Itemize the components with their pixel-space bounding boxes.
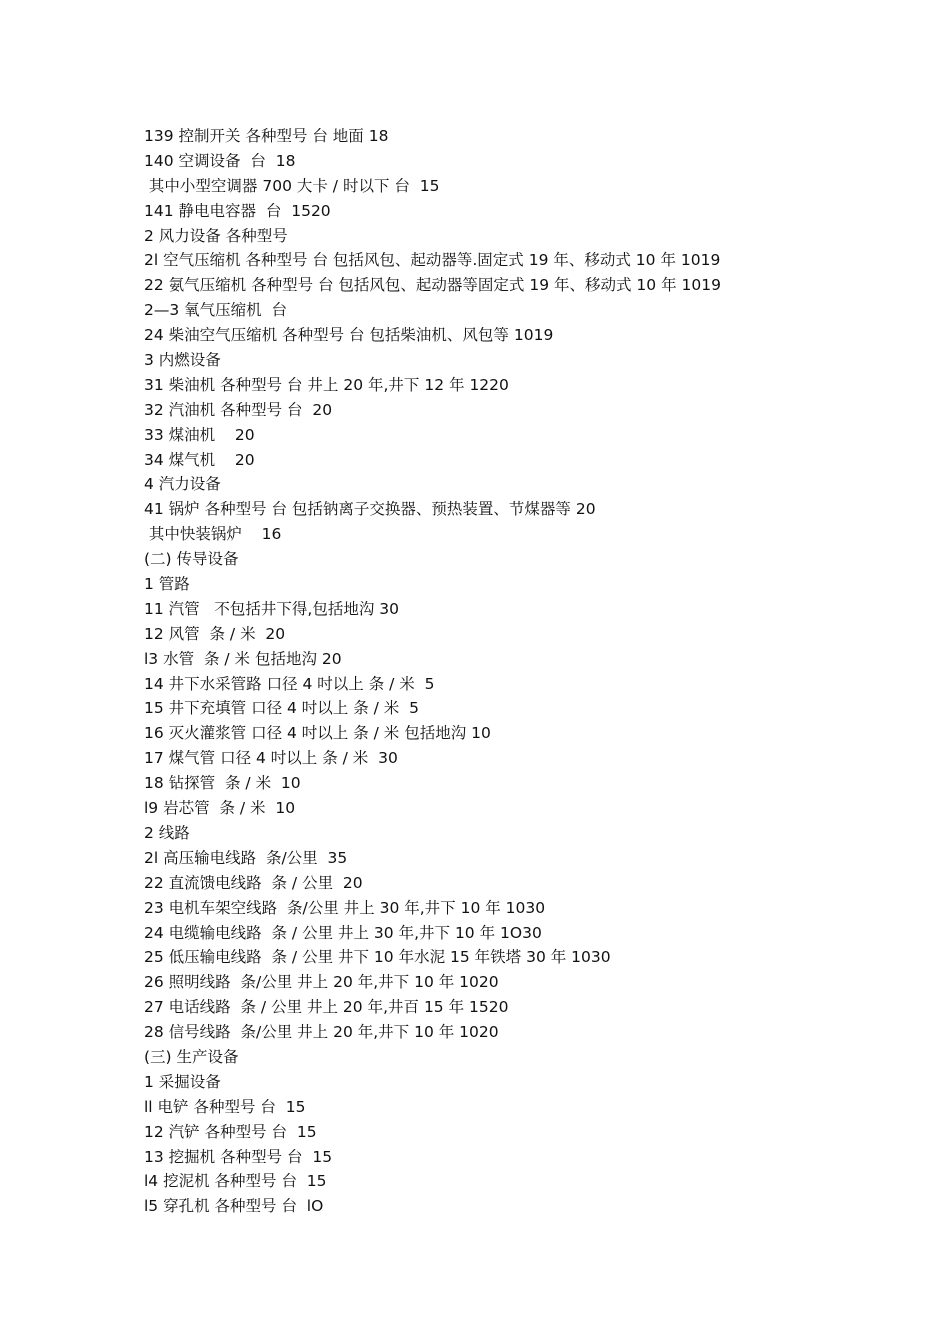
document-line: l5 穿孔机 各种型号 台 lO bbox=[144, 1197, 324, 1216]
document-line: l4 挖泥机 各种型号 台 15 bbox=[144, 1172, 327, 1191]
document-line: 11 汽管 不包括井下得,包括地沟 30 bbox=[144, 599, 400, 618]
document-line: 1 采掘设备 bbox=[144, 1072, 221, 1091]
document-line: ll 电铲 各种型号 台 15 bbox=[144, 1097, 306, 1116]
document-line: l9 岩芯管 条 / 米 10 bbox=[144, 799, 296, 818]
document-line: 13 挖掘机 各种型号 台 15 bbox=[144, 1147, 333, 1166]
document-line: 24 柴油空气压缩机 各种型号 台 包括柴油机、风包等 1019 bbox=[144, 326, 554, 345]
document-body bbox=[144, 124, 924, 1219]
document-line: 26 照明线路 条/公里 井上 20 年,井下 10 年 1020 bbox=[144, 973, 499, 992]
document-line: (三) 生产设备 bbox=[144, 1047, 239, 1066]
document-line: l3 水管 条 / 米 包括地沟 20 bbox=[144, 649, 342, 668]
document-line: 25 低压输电线路 条 / 公里 井下 10 年水泥 15 年铁塔 30 年 1030 bbox=[144, 948, 611, 967]
document-line: 41 锅炉 各种型号 台 包括钠离子交换器、预热装置、节煤器等 20 bbox=[144, 500, 596, 519]
document-line: 22 氨气压缩机 各种型号 台 包括风包、起动器等固定式 19 年、移动式 10 年 1019 bbox=[144, 276, 721, 295]
document-line: 12 风管 条 / 米 20 bbox=[144, 624, 286, 643]
document-line: 1 管路 bbox=[144, 575, 190, 594]
document-line: 2 线路 bbox=[144, 823, 190, 842]
document-line: 2l 高压输电线路 条/公里 35 bbox=[144, 848, 348, 867]
document-line: 28 信号线路 条/公里 井上 20 年,井下 10 年 1020 bbox=[144, 1023, 499, 1042]
document-line: 12 汽铲 各种型号 台 15 bbox=[144, 1122, 317, 1141]
document-line: 17 煤气管 口径 4 吋以上 条 / 米 30 bbox=[144, 749, 398, 768]
document-line: 2l 空气压缩机 各种型号 台 包括风包、起动器等.固定式 19 年、移动式 10 年 1019 bbox=[144, 251, 721, 270]
document-line: 18 钻探管 条 / 米 10 bbox=[144, 774, 301, 793]
document-line: 其中小型空调器 700 大卡 / 时以下 台 15 bbox=[144, 176, 440, 195]
document-line: 其中快装锅炉 16 bbox=[144, 525, 282, 544]
document-line: 23 电机车架空线路 条/公里 井上 30 年,井下 10 年 1030 bbox=[144, 898, 546, 917]
document-line: 33 煤油机 20 bbox=[144, 425, 255, 444]
document-line: 140 空调设备 台 18 bbox=[144, 151, 296, 170]
document-line: 34 煤气机 20 bbox=[144, 450, 255, 469]
document-line: 4 汽力设备 bbox=[144, 475, 221, 494]
document-line: 27 电话线路 条 / 公里 井上 20 年,井百 15 年 1520 bbox=[144, 998, 509, 1017]
document-line: 15 井下充填管 口径 4 吋以上 条 / 米 5 bbox=[144, 699, 420, 718]
document-line: 139 控制开关 各种型号 台 地面 18 bbox=[144, 127, 389, 145]
document-line: 22 直流馈电线路 条 / 公里 20 bbox=[144, 873, 363, 892]
document-line: 2—3 氧气压缩机 台 bbox=[144, 301, 288, 320]
document-line: 24 电缆输电线路 条 / 公里 井上 30 年,井下 10 年 1O30 bbox=[144, 923, 542, 942]
document-line: 141 静电电容器 台 1520 bbox=[144, 201, 331, 220]
document-line: 31 柴油机 各种型号 台 井上 20 年,井下 12 年 1220 bbox=[144, 375, 509, 394]
document-line: 2 风力设备 各种型号 bbox=[144, 226, 288, 245]
document-line: (二) 传导设备 bbox=[144, 550, 239, 569]
document-line: 16 灭火灌浆管 口径 4 吋以上 条 / 米 包括地沟 10 bbox=[144, 724, 491, 743]
document-line: 3 内燃设备 bbox=[144, 351, 221, 370]
document-line: 14 井下水采管路 口径 4 吋以上 条 / 米 5 bbox=[144, 674, 435, 693]
document-line: 32 汽油机 各种型号 台 20 bbox=[144, 400, 333, 419]
